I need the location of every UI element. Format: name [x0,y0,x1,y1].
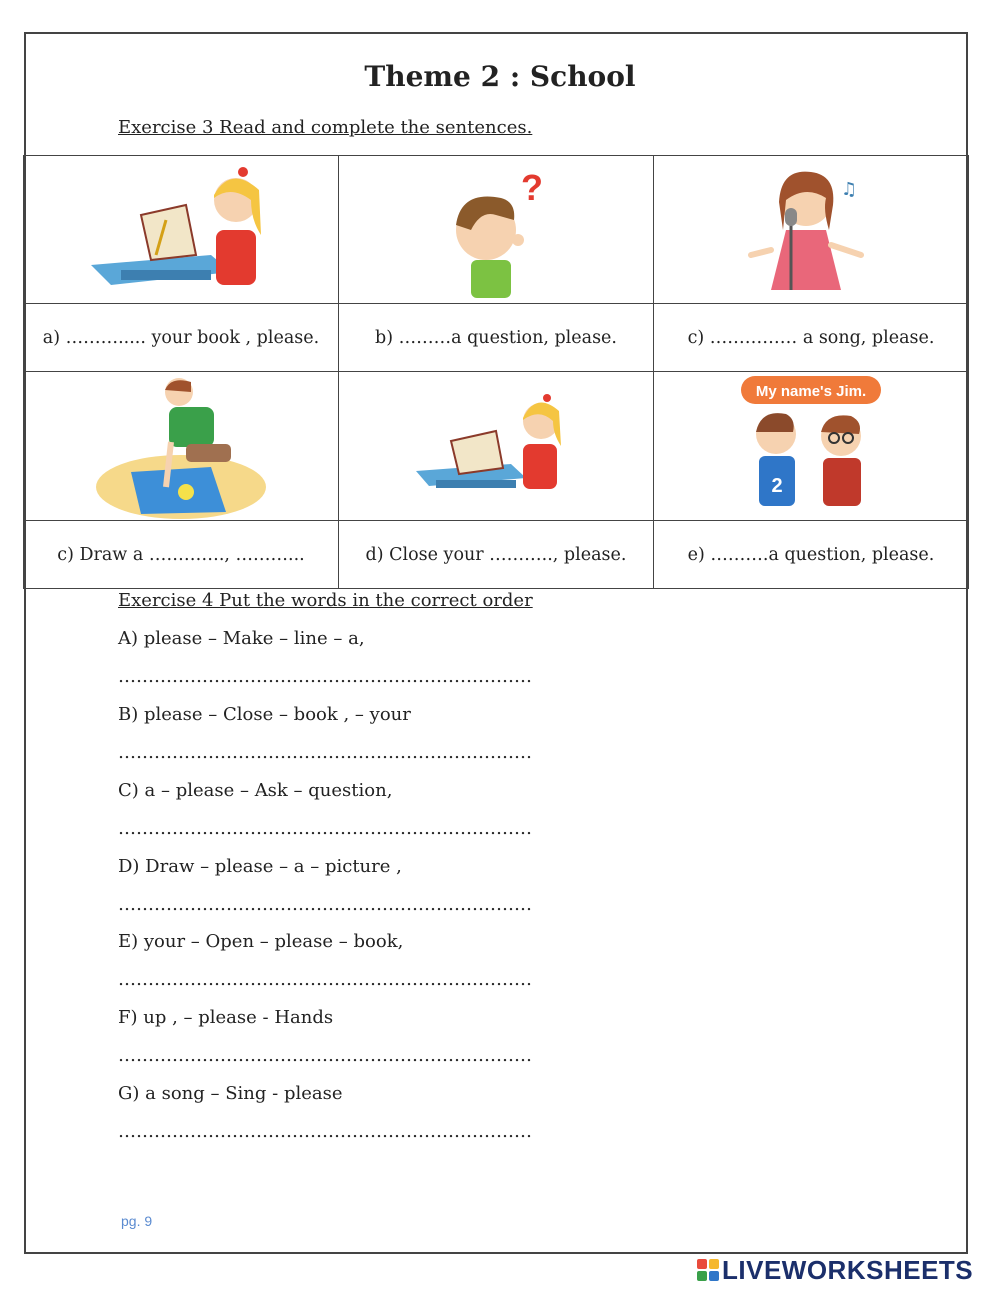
logo-text: LIVEWORKSHEETS [722,1254,974,1285]
page-title: Theme 2 : School [364,60,636,93]
svg-text:♫: ♫ [841,178,858,200]
girl-singing-microphone-illustration [741,160,881,300]
svg-text:?: ? [521,166,543,208]
sentence-c-draw: c) Draw a …………., ………... [24,521,339,589]
sentence-e: e) ……….a question, please. [654,521,969,589]
answer-line-e[interactable]: …………………………………………………………… [118,969,532,990]
item-a: A) please – Make – line – a, [118,628,365,649]
liveworksheets-logo[interactable] [697,1256,973,1284]
sentence-a: a) ………..... your book , please. [24,304,339,372]
boy-thinking-question-illustration [426,160,566,300]
answer-line-f[interactable]: …………………………………………………………… [118,1045,532,1066]
answer-line-d[interactable]: …………………………………………………………… [118,894,532,915]
sentence-c: c) …………… a song, please. [654,304,969,372]
sentence-d: d) Close your ……….., please. [339,521,654,589]
item-c: C) a – please – Ask – question, [118,780,393,801]
speech-bubble-text: My name's Jim. [755,382,867,400]
item-d: D) Draw – please – a – picture , [118,856,402,877]
item-e: E) your – Open – please – book, [118,931,404,952]
svg-text:2: 2 [771,474,783,497]
kids-talking-speech-bubble-illustration [731,374,891,519]
answer-line-g[interactable]: …………………………………………………………… [118,1121,532,1142]
exercise4-heading: Exercise 4 Put the words in the correct order [118,590,533,611]
answer-line-b[interactable]: …………………………………………………………… [118,742,532,763]
cell-image-boy-drawing [24,372,339,521]
answer-line-a[interactable]: …………………………………………………………… [118,666,532,687]
exercise3-table [23,155,969,589]
cell-image-girl-singing [654,156,969,304]
item-b: B) please – Close – book , – your [118,704,411,725]
cell-image-girl-closing-book [339,372,654,521]
cell-image-kids-talking [654,372,969,521]
cell-image-girl-reading [24,156,339,304]
cell-image-boy-thinking [339,156,654,304]
item-f: F) up , – please - Hands [118,1007,334,1028]
sentence-b: b) ………a question, please. [339,304,654,372]
page-number: pg. 9 [121,1213,153,1229]
answer-line-c[interactable]: …………………………………………………………… [118,818,532,839]
logo-icon [697,1259,719,1281]
girl-closing-book-illustration [411,386,581,506]
boy-drawing-picture-illustration [91,372,271,520]
item-g: G) a song – Sing - please [118,1083,343,1104]
exercise3-heading: Exercise 3 Read and complete the sentences. [118,117,533,138]
girl-reading-book-illustration [81,160,281,300]
